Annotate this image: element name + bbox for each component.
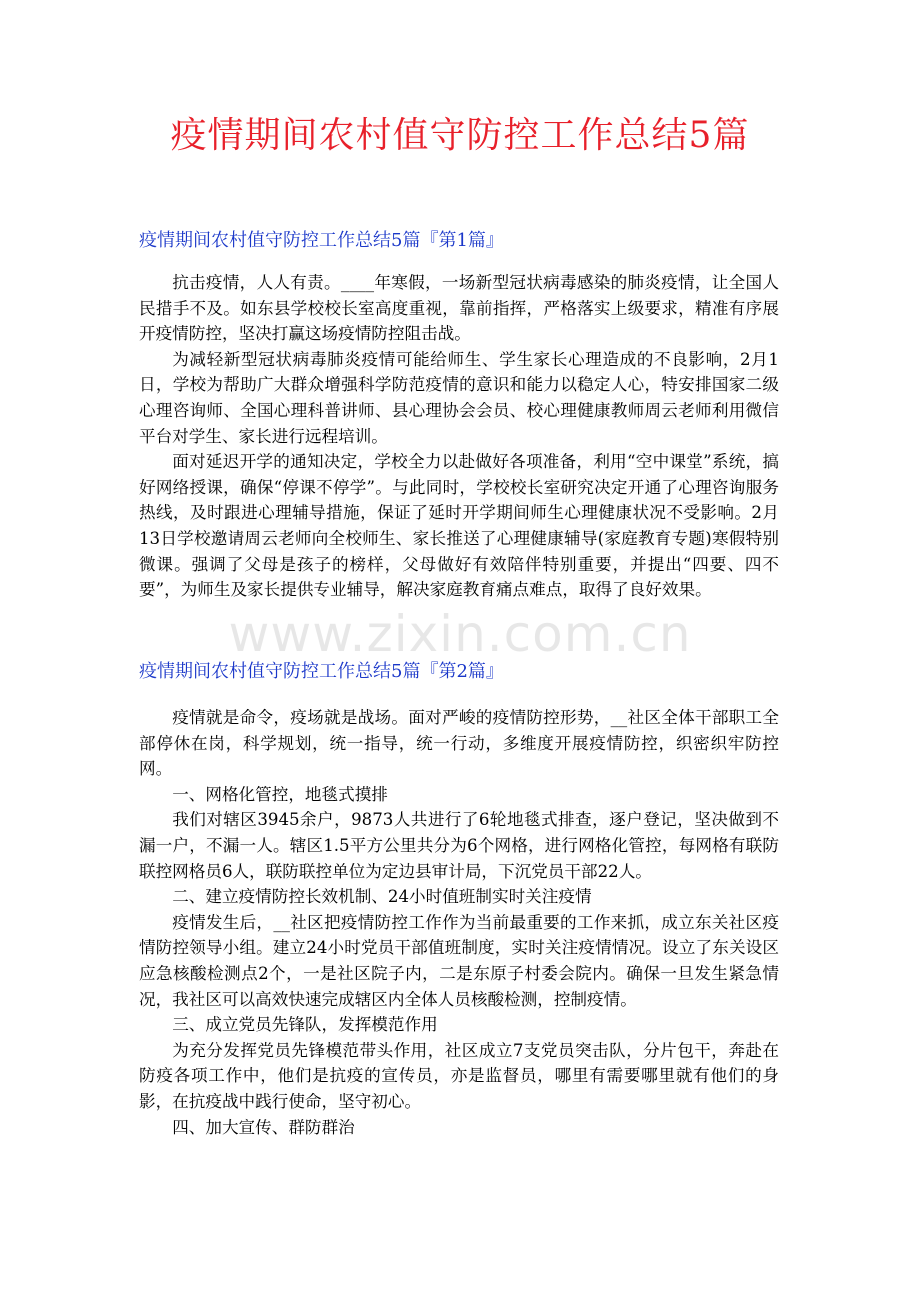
section-heading-2: 疫情期间农村值守防控工作总结5篇『第2篇』 [139,661,504,682]
document-title: 疫情期间农村值守防控工作总结5篇 [170,115,750,156]
paragraph: 为充分发挥党员先锋模范带头作用，社区成立7支党员突击队，分片包干，奔赴在防疫各项工作中，他们是抗疫的宣传员，亦是监督员，哪里有需要哪里就有他们的身影，在抗疫战中践行使命，坚守初心。 [139,1040,779,1111]
section-heading-1: 疫情期间农村值守防控工作总结5篇『第1篇』 [139,230,504,251]
paragraph: 疫情就是命令，疫场就是战场。面对严峻的疫情防控形势，__社区全体干部职工全部停休在岗，科学规划，统一指导，统一行动，多维度开展疫情防控，织密织牢防控网。 [139,708,779,779]
subheading: 四、加大宣传、群防群治 [172,1117,355,1137]
subheading: 三、成立党员先锋队，发挥模范作用 [172,1015,438,1035]
paragraph: 我们对辖区3945余户，9873人共进行了6轮地毯式排查，逐户登记，坚决做到不漏一户，不漏一人。辖区1.5平方公里共分为6个网格，进行网格化管控，每网格有联防联控网格员6人，联防联控单位为定边县审计局，下沉党员干部22人。 [139,810,779,881]
paragraph: 抗击疫情，人人有责。____年寒假，一场新型冠状病毒感染的肺炎疫情，让全国人民措手不及。如东县学校校长室高度重视，靠前指挥，严格落实上级要求，精准有序展开疫情防控，坚决打赢这场疫情防控阻击战。 [139,273,779,344]
paragraph: 疫情发生后，__社区把疫情防控工作作为当前最重要的工作来抓，成立东关社区疫情防控领导小组。建立24小时党员干部值班制度，实时关注疫情情况。设立了东关设区应急核酸检测点2个，一是社区院子内，二是东原子村委会院内。确保一旦发生紧急情况，我社区可以高效快速完成辖区内全体人员核酸检测，控制疫情。 [139,912,779,1009]
paragraph: 为减轻新型冠状病毒肺炎疫情可能给师生、学生家长心理造成的不良影响，2月1日，学校为帮助广大群众增强科学防范疫情的意识和能力以稳定人心，特安排国家二级心理咨询师、全国心理科普讲师、县心理协会会员、校心理健康教师周云老师利用微信平台对学生、家长进行远程培训。 [139,349,779,446]
paragraph: 面对延迟开学的通知决定，学校全力以赴做好各项准备，利用“空中课堂”系统，搞好网络授课，确保“停课不停学”。与此同时，学校校长室研究决定开通了心理咨询服务热线，及时跟进心理辅导措施，保证了延时开学期间师生心理健康状况不受影响。2月13日学校邀请周云老师向全校师生、家长推送了心理健康辅导(家庭教育专题)寒假特别微课。强调了父母是孩子的榜样，父母做好有效陪伴特别重要，并提出“四要、四不要”，为师生及家长提供专业辅导，解决家庭教育痛点难点，取得了良好效果。 [139,452,779,600]
section-body-2 [139,705,779,1140]
subheading: 二、建立疫情防控长效机制、24小时值班制实时关注疫情 [172,887,592,907]
section-body-1 [139,270,779,603]
watermark: www.zixin.com.cn [228,605,692,663]
subheading: 一、网格化管控，地毯式摸排 [172,784,388,804]
